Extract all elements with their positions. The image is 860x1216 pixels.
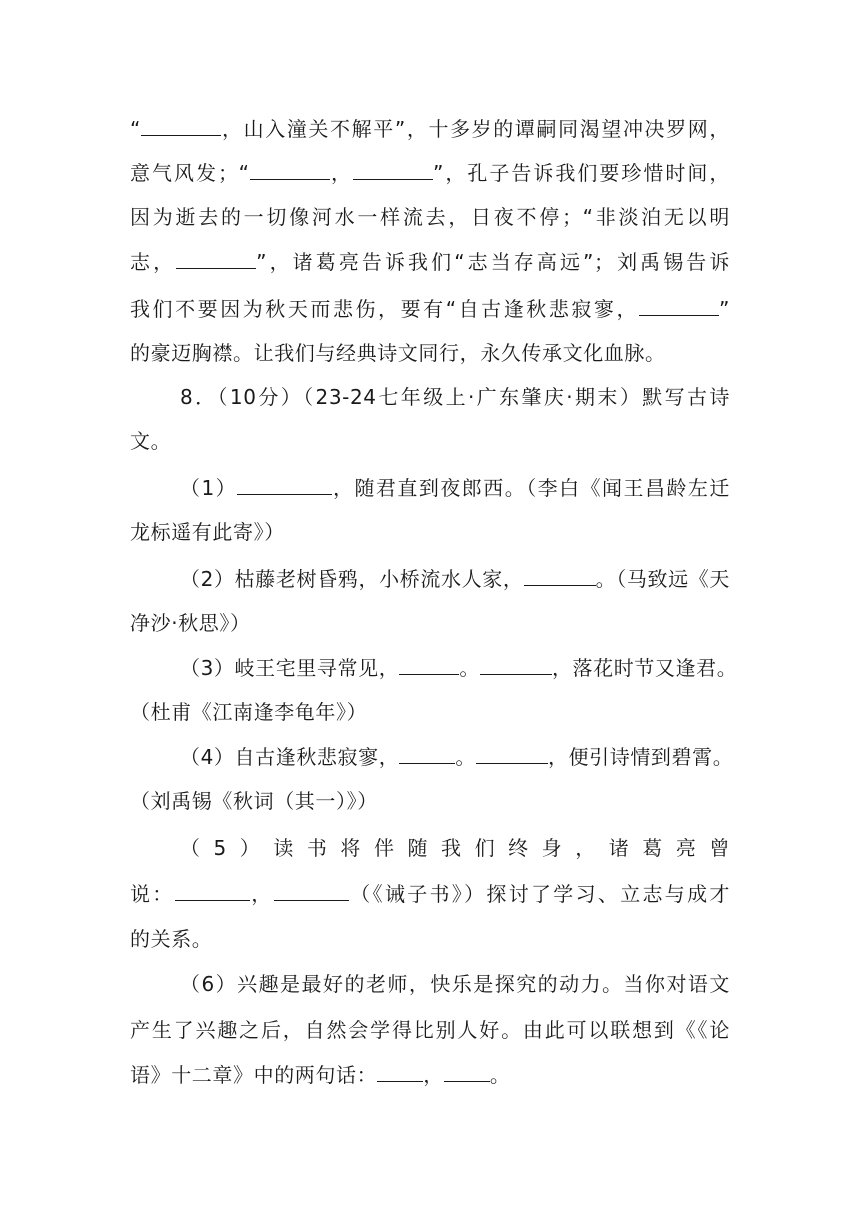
answer-blank[interactable] — [480, 656, 552, 675]
text: 我们不要因为秋天而悲伤，要有“自古逢秋悲寂寥， — [130, 297, 640, 321]
answer-blank[interactable] — [250, 161, 330, 180]
text: （4）自古逢秋悲寂寥， — [180, 745, 400, 769]
text: ”，诸葛亮告诉我们“志当存高远”；刘禹锡告诉 — [256, 250, 730, 274]
subquestion-5-cont2 — [130, 917, 730, 961]
answer-blank[interactable] — [237, 476, 332, 495]
text: 因为逝去的一切像河水一样流去，日夜不停；“非淡泊无以明 — [130, 205, 730, 229]
subquestion-1 — [180, 466, 730, 510]
intro-line-4 — [130, 240, 730, 284]
answer-blank[interactable] — [444, 1063, 490, 1082]
text: 龙标遥有此寄》） — [130, 520, 285, 544]
text: 。（马致远《天 — [595, 567, 730, 591]
text: （《诫子书》）探讨了学习、立志与成才 — [348, 882, 730, 906]
subquestion-2-cont — [130, 601, 730, 645]
text: （1） — [180, 476, 238, 500]
question-title: 文。 — [130, 429, 172, 453]
subquestion-4-cont — [130, 779, 730, 823]
text: 的豪迈胸襟。让我们与经典诗文同行，永久传承文化血脉。 — [130, 341, 666, 365]
text: “ — [130, 117, 141, 141]
intro-line-1 — [130, 107, 730, 151]
text: （杜甫《江南逢李龟年》） — [130, 700, 368, 724]
text: ， — [249, 882, 274, 906]
subquestion-5 — [180, 826, 730, 870]
answer-blank[interactable] — [353, 161, 433, 180]
text: ，随君直到夜郎西。（李白《闻王昌龄左迁 — [332, 476, 730, 500]
subquestion-3-cont — [130, 690, 730, 734]
text: （6）兴趣是最好的老师，快乐是探究的动力。当你对语文 — [180, 972, 730, 996]
question-8-header-cont — [130, 419, 730, 463]
answer-blank[interactable] — [399, 656, 459, 675]
text: （5）读书将伴随我们终身，诸葛亮曾 — [180, 836, 730, 860]
answer-blank[interactable] — [524, 567, 596, 586]
text: ，便引诗情到碧霄。 — [547, 745, 734, 769]
answer-blank[interactable] — [399, 745, 455, 764]
subquestion-6-cont2 — [130, 1053, 730, 1097]
subquestion-2 — [180, 557, 730, 601]
text: 语》十二章》中的两句话： — [130, 1063, 378, 1087]
text: ” — [719, 297, 730, 321]
text: （2）枯藤老树昏鸦，小桥流水人家， — [180, 567, 524, 591]
answer-blank[interactable] — [476, 745, 548, 764]
subquestion-6 — [180, 962, 730, 1006]
text: ”，孔子告诉我们要珍惜时间， — [432, 161, 730, 185]
text: ， — [423, 1063, 444, 1087]
text: 。 — [489, 1063, 511, 1087]
answer-blank[interactable] — [176, 250, 256, 269]
text: 产生了兴趣之后，自然会学得比别人好。由此可以联想到《《论 — [130, 1018, 730, 1042]
text: ，落花时节又逢君。 — [551, 656, 738, 680]
intro-line-2 — [130, 151, 730, 195]
answer-blank[interactable] — [141, 117, 221, 136]
answer-blank[interactable] — [175, 882, 250, 901]
text: 的关系。 — [130, 927, 213, 951]
text: 净沙·秋思》） — [130, 611, 251, 635]
text: 。 — [455, 745, 476, 769]
answer-blank[interactable] — [639, 297, 719, 316]
subquestion-3 — [180, 646, 738, 690]
subquestion-6-cont — [130, 1008, 730, 1052]
text: 意气风发；“ — [130, 161, 250, 185]
text: 志， — [130, 250, 177, 274]
intro-line-3 — [130, 195, 730, 239]
text: ， — [329, 161, 353, 185]
text: （刘禹锡《秋词（其一）》） — [130, 789, 378, 813]
text: 。 — [459, 656, 480, 680]
text: 说： — [130, 882, 175, 906]
question-8-header — [180, 375, 730, 419]
subquestion-1-cont — [130, 510, 730, 554]
question-title: 8．（10分）（23-24七年级上·广东肇庆·期末）默写古诗 — [180, 385, 730, 409]
answer-blank[interactable] — [274, 882, 349, 901]
intro-line-5 — [130, 287, 730, 331]
subquestion-4 — [180, 735, 734, 779]
text: ，山入潼关不解平”，十多岁的谭嗣同渴望冲决罗网， — [220, 117, 730, 141]
text: （3）岐王宅里寻常见， — [180, 656, 400, 680]
answer-blank[interactable] — [377, 1063, 423, 1082]
intro-line-6 — [130, 331, 730, 375]
subquestion-5-cont — [130, 872, 730, 916]
